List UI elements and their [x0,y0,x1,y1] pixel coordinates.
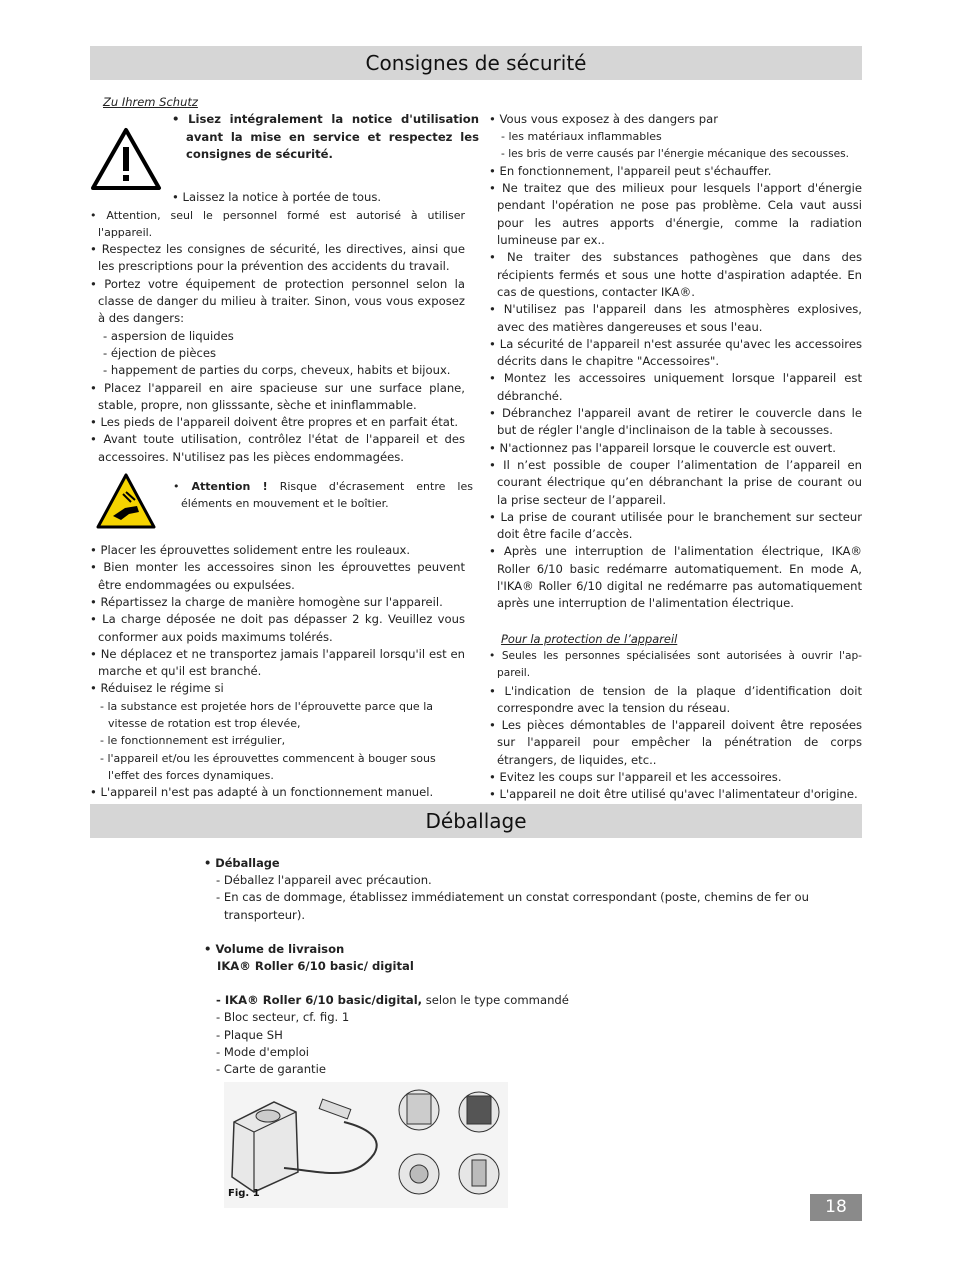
list-item: • Montez les accessoires uniquement lorsque l'appareil est débranché. [489,371,862,403]
list-item: - Carte de garantie [216,1062,326,1077]
list-item: - les matériaux inflammables [501,130,662,144]
unpacking-section [204,855,854,1078]
list-item: - éjection de pièces [103,345,217,360]
crush-warning: • Attention ! Risque d'écrasement entre les éléments en mouvement et le boîtier. [173,480,473,511]
list-item: - Déballez l'appareil avec précaution. [216,873,432,888]
list-item: • Placer les éprouvettes solidement entre les rouleaux. [90,543,411,558]
list-item: • Répartissez la charge de manière homogène sur l'appareil. [90,594,443,609]
list-item: • Il n’est possible de couper l’alimentation de l’appareil en courant électrique qu’en débranchant la prise de courant ou la prise secteur de l’appareil. [489,457,862,507]
figure-label: Fig. 1 [228,1188,260,1199]
list-item: • L'appareil n'est pas adapté à un fonctionnement manuel. [90,785,434,800]
delivery-subheading: IKA® Roller 6/10 basic/ digital [217,959,414,974]
list-item: • Ne traitez que des milieux pour lesquels l'apport d'énergie pendant l'opération ne pose pas problème. Cela vaut aussi pour les autres apports d'énergie, comme la radiation lumineuse par ex.. [489,181,862,248]
warning-intro: • Lisez intégralement la notice d'utilisation avant la mise en service et respectez les consignes de sécurité. [172,112,479,161]
power-adapter-illustration [224,1082,508,1208]
list-item: • Ne traiter des substances pathogènes que dans des récipients fermés et sous une hotte d'aspiration adaptée. En cas de questions, contacter IKA®. [489,250,862,299]
list-item: • Après une interruption de l'alimentation électrique, IKA® Roller 6/10 basic redémarre automatiquement. En mode A, l'IKA® Roller 6/10 digital ne redémarre pas automatiquement après une interruption de l'alimentation électrique. [489,544,862,611]
list-item: • Les pièces démontables de l'appareil doivent être reposées sur l'appareil pour empêcher la pénétration de corps étrangers, de liquides, etc.. [489,718,862,767]
list-item: - happement de parties du corps, cheveux, habits et bijoux. [103,363,451,378]
delivery-heading: • Volume de livraison [204,941,345,956]
list-item: • Avant toute utilisation, contrôlez l'état de l'appareil et des accessoires. N'utilisez pas les pièces endommagées. [90,432,465,464]
unpacking-title: Déballage [90,804,862,838]
keep-notice: • Laissez la notice à portée de tous. [172,190,382,205]
list-item: - Bloc secteur, cf. fig. 1 [216,1010,350,1025]
list-item: • N'utilisez pas l'appareil dans les atmosphères explosives, avec des matières dangereuses et sous l'eau. [489,302,862,334]
hand-crush-warning-icon [95,472,157,530]
list-item: • La charge déposée ne doit pas dépasser 2 kg. Veuillez vous conformer aux poids maximums tolérés. [90,612,465,644]
safety-title: Consignes de sécurité [90,46,862,80]
list-item: - le fonctionnement est irrégulier, [100,734,286,748]
power-supply-figure [224,1082,508,1208]
list-item: - En cas de dommage, établissez immédiatement un constat correspondant (poste, chemins de fer ou transporteur). [216,890,809,922]
list-item: • L'appareil ne doit être utilisé qu'avec l'alimentateur d'origine. [489,787,858,802]
safety-left-column [90,94,479,802]
list-item: • Les pieds de l'appareil doivent être propres et en parfait état. [90,415,459,430]
list-item: • En fonctionnement, l'appareil peut s'échauffer. [489,163,772,178]
list-item: • Bien monter les accessoires sinon les éprouvettes peuvent être endommagées ou expulsées. [90,560,465,592]
safety-right-column [489,111,862,804]
list-item: - les bris de verre causés par l'énergie mécanique des secousses. [501,147,850,160]
list-item: • Ne déplacez et ne transportez jamais l'appareil lorsqu'il est en marche et qu'il est branché. [90,646,465,679]
list-item: • Vous vous exposez à des dangers par [489,112,718,126]
list-item: - Mode d'emploi [216,1044,310,1059]
warning-triangle-icon [90,127,162,191]
list-item: • Débranchez l'appareil avant de retirer le couvercle dans le but de régler l'angle d'inclinaison de la table à secousses. [489,406,862,438]
unpacking-heading: • Déballage [204,856,280,870]
list-item: - aspersion de liquides [103,328,234,343]
list-item: • Portez votre équipement de protection personnel selon la classe de danger du milieu à traiter. Sinon, vous vous exposez à des dangers: [90,276,465,326]
list-item: - l'appareil et/ou les éprouvettes commencent à bouger sous l'effet des forces dynamiques. [100,751,436,782]
list-item: - Plaque SH [216,1027,283,1042]
page-number: 18 [810,1194,862,1221]
list-item: • La sécurité de l'appareil n'est assurée qu'avec les accessoires décrits dans le chapitre "Accessoires". [489,336,862,369]
list-item: • La prise de courant utilisée pour le branchement sur secteur doit être facile d’accès. [489,509,862,542]
safety-subtitle: Zu Ihrem Schutz [103,95,198,109]
list-item: • Attention, seul le personnel formé est autorisé à utiliser l'appareil. [90,208,465,239]
list-item: • Réduisez le régime si [90,681,224,696]
list-item: - la substance est projetée hors de l'éprouvette parce que la vitesse de rotation est trop élevée, [100,699,433,731]
list-item: • Seules les personnes spécialisées sont autorisées à ouvrir l'ap-pareil. [489,649,862,680]
list-item: • Placez l'appareil en aire spacieuse sur une surface plane, stable, propre, non glisssante, sèche et ininflammable. [90,380,465,412]
list-item: • Evitez les coups sur l'appareil et les accessoires. [489,769,782,784]
list-item: • Respectez les consignes de sécurité, les directives, ainsi que les prescriptions pour la prévention des accidents du travail. [90,242,465,274]
device-protection-title: Pour la protection de l’appareil [501,631,678,646]
list-item: • L'indication de tension de la plaque d’identification doit correspondre avec la tension du réseau. [489,683,862,715]
list-item: - IKA® Roller 6/10 basic/digital, selon le type commandé [216,993,569,1008]
list-item: • N'actionnez pas l'appareil lorsque le couvercle est ouvert. [489,440,836,455]
